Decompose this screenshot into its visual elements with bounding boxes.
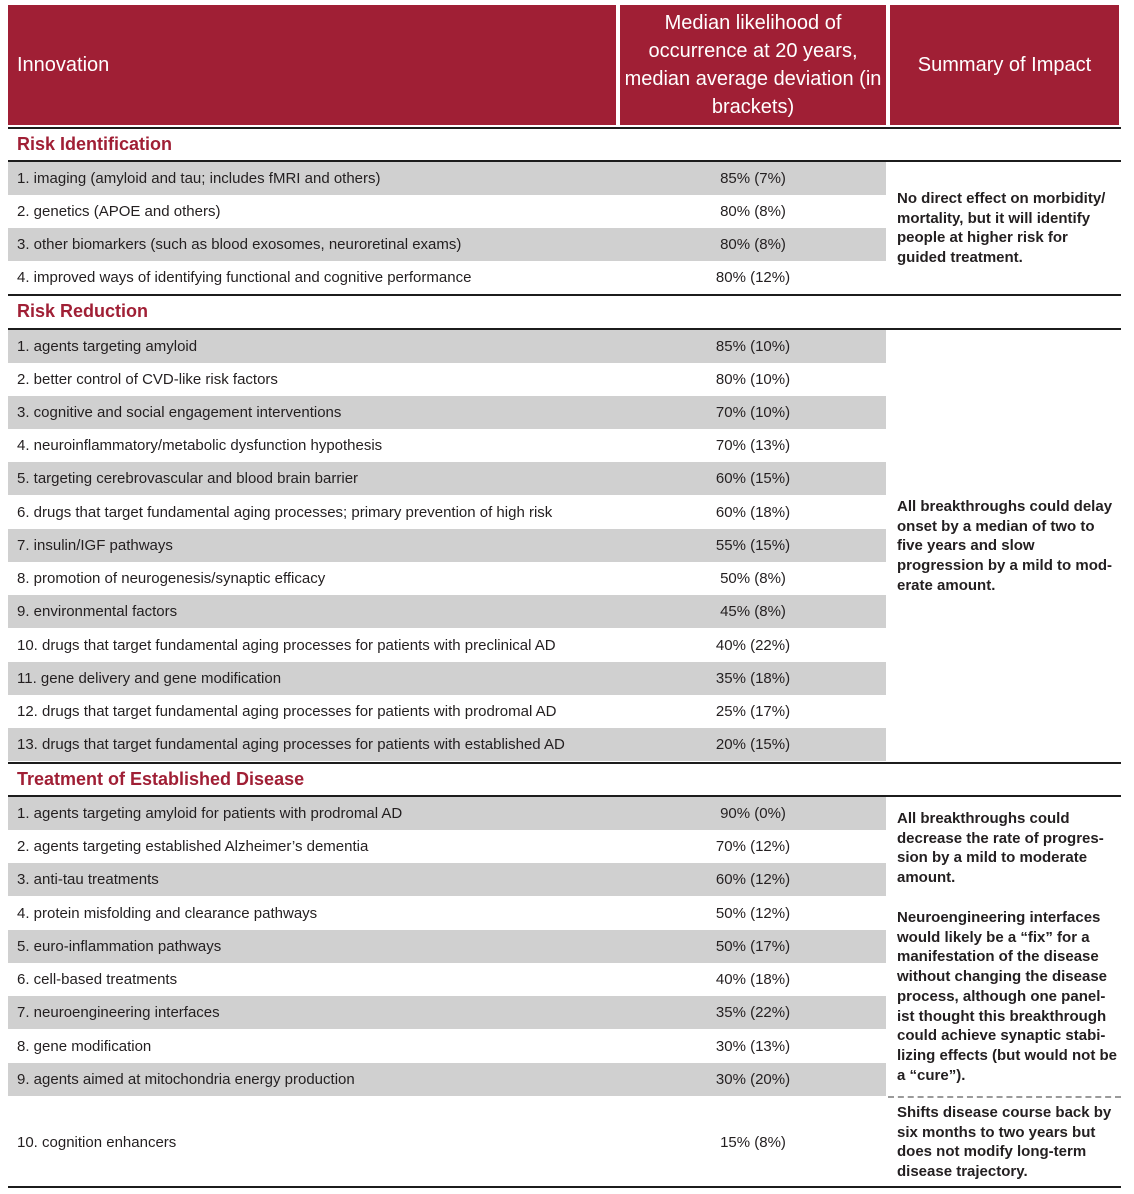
row-innovation: 3. cognitive and social engagement interventions [17, 404, 342, 421]
table-row [8, 1030, 886, 1063]
table-row [8, 429, 886, 462]
table-row [8, 195, 886, 228]
table-row [8, 662, 886, 695]
row-innovation: 10. cognition enhancers [17, 1133, 177, 1151]
row-likelihood: 20% (15%) [715, 736, 791, 753]
section-title-risk-reduction: Risk Reduction [8, 294, 1121, 328]
table-row [8, 595, 886, 628]
summary-cognition-enhancers: Shifts disease course back by six months to two years but does not modify long-term disease trajectory. [897, 1104, 1112, 1181]
table-row [8, 396, 886, 429]
row-innovation: 4. neuroinflammatory/metabolic dysfunction hypothesis [17, 437, 383, 454]
table-row [8, 363, 886, 396]
row-likelihood: 50% (8%) [720, 570, 786, 587]
row-likelihood: 40% (18%) [715, 971, 791, 988]
row-innovation: 3. other biomarkers (such as blood exosomes, neuroretinal exams) [17, 236, 462, 253]
row-innovation: 1. imaging (amyloid and tau; includes fMRI and others) [17, 170, 381, 187]
table-row [8, 629, 886, 662]
row-innovation: 2. genetics (APOE and others) [17, 203, 221, 220]
row-likelihood: 60% (18%) [715, 504, 791, 521]
row-innovation: 4. protein misfolding and clearance pathways [17, 905, 318, 922]
table-row [8, 797, 886, 830]
header-innovation: Innovation [8, 5, 616, 125]
row-likelihood: 40% (22%) [715, 637, 791, 654]
row-innovation: 9. agents aimed at mitochondria energy production [17, 1071, 355, 1088]
section-title-risk-identification: Risk Identification [8, 127, 1121, 161]
table-row [8, 863, 886, 896]
row-likelihood: 35% (18%) [715, 670, 791, 687]
table-row [8, 562, 886, 595]
row-likelihood: 30% (20%) [715, 1071, 791, 1088]
table-row [8, 963, 886, 996]
table-row [8, 1063, 886, 1096]
row-likelihood: 30% (13%) [715, 1038, 791, 1055]
header-median-likelihood: Median likelihood of occurrence at 20 years, median average deviation (in brackets) [620, 5, 886, 125]
row-likelihood: 60% (15%) [715, 470, 791, 487]
summary-treatment-general: All breakthroughs could decrease the rate of progres-sion by a mild to moderate amount. [897, 810, 1104, 887]
table-row [8, 496, 886, 529]
header-summary-of-impact: Summary of Impact [890, 5, 1119, 125]
row-innovation: 8. gene modification [17, 1038, 152, 1055]
summary-risk-reduction: All breakthroughs could delay onset by a median of two to five years and slow progression by a mild to mod-erate amount. [897, 498, 1113, 594]
row-innovation: 3. anti-tau treatments [17, 871, 159, 888]
row-likelihood: 80% (12%) [715, 269, 791, 286]
row-likelihood: 70% (12%) [715, 838, 791, 855]
row-likelihood: 70% (10%) [715, 404, 791, 421]
row-innovation: 6. cell-based treatments [17, 971, 178, 988]
row-likelihood: 45% (8%) [720, 603, 786, 620]
row-likelihood: 80% (8%) [720, 236, 786, 253]
table-row [8, 330, 886, 363]
table-row [8, 462, 886, 495]
row-innovation: 9. environmental factors [17, 603, 178, 620]
table-row [8, 930, 886, 963]
row-innovation: 12. drugs that target fundamental aging processes for patients with prodromal AD [17, 703, 557, 720]
row-likelihood: 80% (8%) [720, 203, 786, 220]
row-innovation: 7. insulin/IGF pathways [17, 537, 173, 554]
row-innovation: 8. promotion of neurogenesis/synaptic efficacy [17, 570, 326, 587]
table-row [8, 897, 886, 930]
summary-neuroengineering: Neuroengineering interfaces would likely be a “fix” for a manifestation of the disease without changing the disease process, although one panel-ist thought this breakthrough could achieve synaptic stabi-lizing effects (but would not be a “cure”). [897, 909, 1117, 1084]
table-row [8, 228, 886, 261]
table-row [8, 830, 886, 863]
row-innovation: 7. neuroengineering interfaces [17, 1004, 220, 1021]
row-likelihood: 85% (7%) [720, 170, 786, 187]
row-innovation: 11. gene delivery and gene modification [17, 670, 282, 687]
row-innovation: 1. agents targeting amyloid [17, 338, 198, 355]
table-row [8, 695, 886, 728]
table-row [8, 996, 886, 1029]
row-likelihood: 50% (17%) [715, 938, 791, 955]
row-likelihood: 15% (8%) [720, 1133, 786, 1151]
row-likelihood: 80% (10%) [715, 371, 791, 388]
row-innovation: 2. better control of CVD-like risk factors [17, 371, 278, 388]
table-row [8, 261, 886, 294]
row-likelihood: 85% (10%) [715, 338, 791, 355]
row-innovation: 10. drugs that target fundamental aging processes for patients with preclinical AD [17, 637, 556, 654]
row-likelihood: 70% (13%) [715, 437, 791, 454]
row-likelihood: 50% (12%) [715, 905, 791, 922]
table-row [8, 1098, 886, 1186]
table-row [8, 162, 886, 195]
row-innovation: 2. agents targeting established Alzheimer’s dementia [17, 838, 369, 855]
row-likelihood: 35% (22%) [715, 1004, 791, 1021]
summary-divider [888, 1096, 1121, 1098]
table-bottom-rule [8, 1186, 1121, 1188]
table-row [8, 529, 886, 562]
row-innovation: 6. drugs that target fundamental aging processes; primary prevention of high risk [17, 504, 553, 521]
row-likelihood: 60% (12%) [715, 871, 791, 888]
row-innovation: 4. improved ways of identifying functional and cognitive performance [17, 269, 472, 286]
row-likelihood: 25% (17%) [715, 703, 791, 720]
row-innovation: 5. euro-inflammation pathways [17, 938, 222, 955]
summary-risk-identification: No direct effect on morbidity/ mortality, but it will identify people at higher risk for guided treatment. [897, 190, 1106, 267]
row-likelihood: 90% (0%) [720, 805, 786, 822]
section-title-treatment: Treatment of Established Disease [8, 762, 1121, 796]
row-innovation: 5. targeting cerebrovascular and blood brain barrier [17, 470, 359, 487]
row-likelihood: 55% (15%) [715, 537, 791, 554]
row-innovation: 1. agents targeting amyloid for patients with prodromal AD [17, 805, 403, 822]
row-innovation: 13. drugs that target fundamental aging processes for patients with established AD [17, 736, 565, 753]
table-row [8, 728, 886, 761]
